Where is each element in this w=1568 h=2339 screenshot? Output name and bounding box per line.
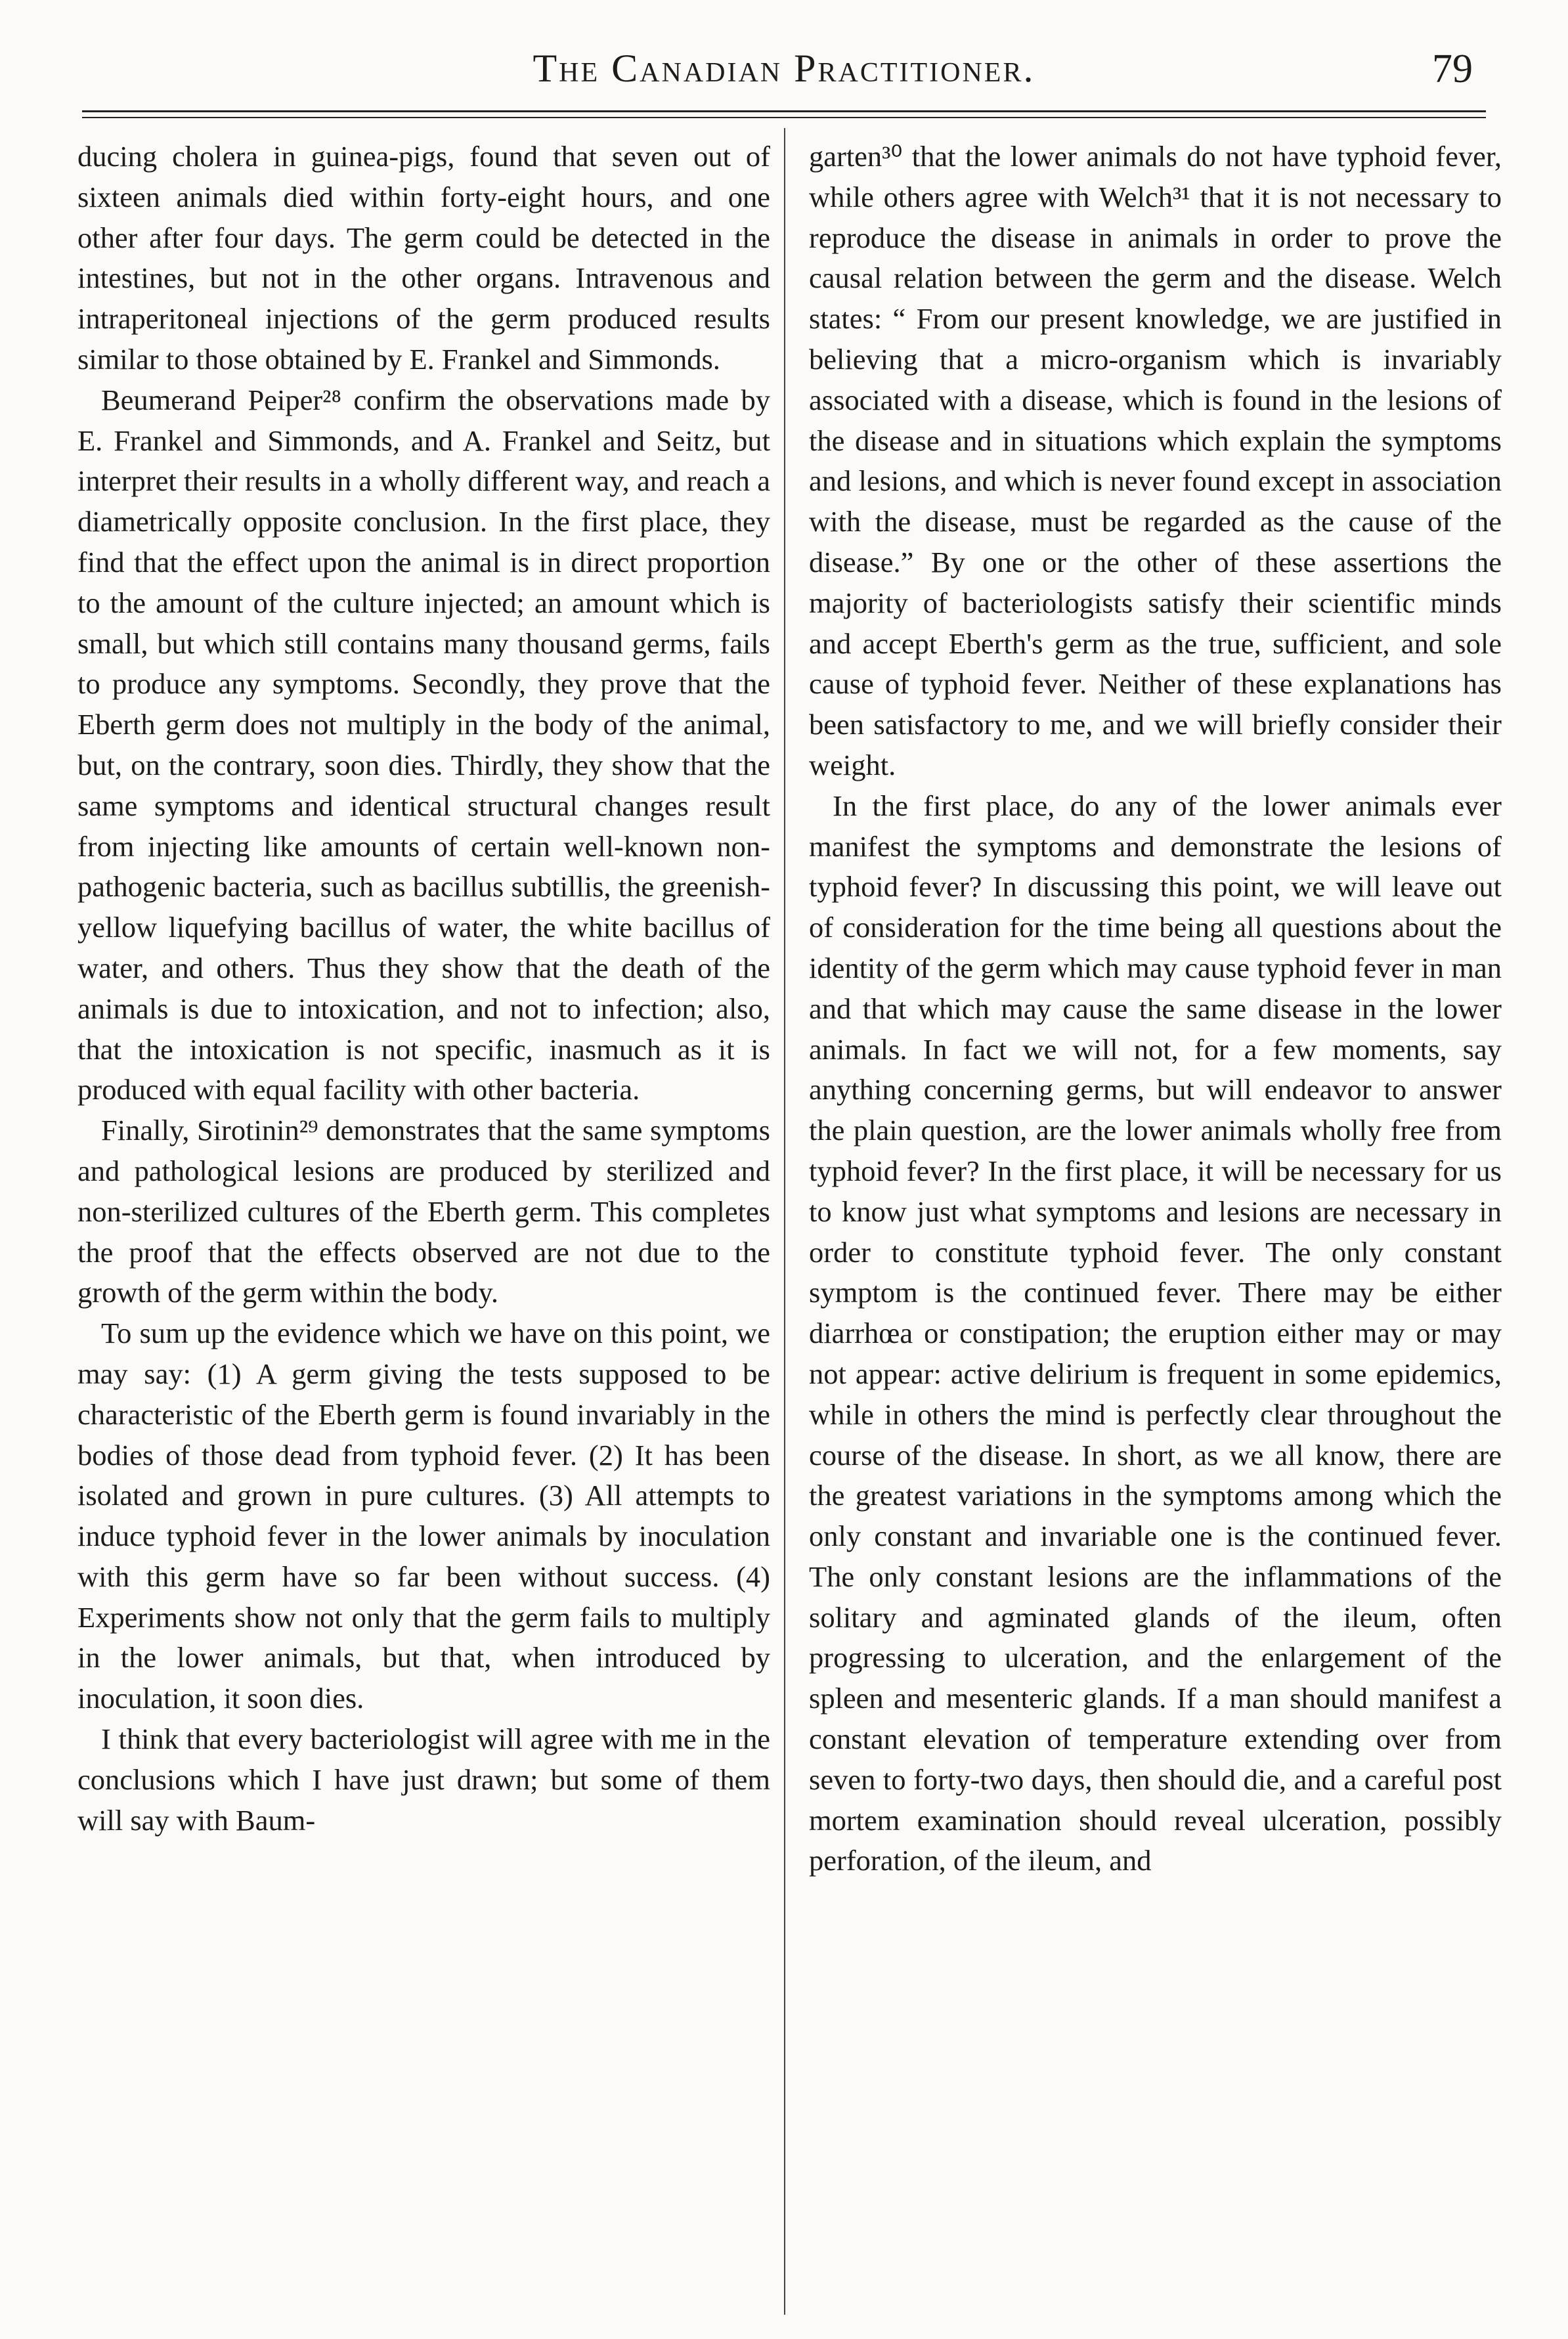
header-rule-thick xyxy=(82,110,1486,112)
paragraph: In the first place, do any of the lower animals ever manifest the symptoms and demonstrate the lesions of typhoid fever? In discussing this point, we will leave out of consideration for the time being all questions about the identity of the germ which may cause typhoid fever in man and that which may cause the same disease in the lower animals. In fact we will not, for a few moments, say anything concerning germs, but will endeavor to answer the plain question, are the lower animals wholly free from typhoid fever? In the first place, it will be necessary for us to know just what symptoms and lesions are necessary in order to constitute typhoid fever. The only constant symptom is the continued fever. There may be either diarrhœa or constipation; the eruption either may or may not appear: active delirium is frequent in some epidemics, while in others the mind is perfectly clear throughout the course of the disease. In short, as we all know, there are the greatest variations in the symptoms among which the only constant and invariable one is the continued fever. The only constant lesions are the inflammations of the solitary and agminated glands of the ileum, often progressing to ulceration, and the enlargement of the spleen and mesenteric glands. If a man should manifest a constant elevation of temperature extending over from seven to forty-two days, then should die, and a careful post mortem examination should reveal ulceration, possibly perforation, of the ileum, and xyxy=(809,789,1502,1877)
header-rule-thin xyxy=(82,117,1486,118)
paragraph: ducing cholera in guinea-pigs, found that seven out of sixteen animals died within forty-eight hours, and one other after four days. The germ could be detected in the intestines, but not in the other organs. Intravenous and intraperitoneal injections of the germ produced results similar to those obtained by E. Frankel and Simmonds. xyxy=(77,140,770,376)
paragraph: Finally, Sirotinin²⁹ demonstrates that the same symptoms and pathological lesions are produced by sterilized and non-sterilized cultures of the Eberth germ. This completes the proof that the effects observed are not due to the growth of the germ within the body. xyxy=(77,1114,770,1309)
paragraph: I think that every bacteriologist will agree with me in the conclusions which I have just drawn; but some of them will say with Baum- xyxy=(77,1722,770,1837)
journal-title: The Canadian Practitioner. xyxy=(533,47,1035,90)
paragraph: Beumerand Peiper²⁸ confirm the observations made by E. Frankel and Simmonds, and A. Frankel and Seitz, but interpret their results in a wholly different way, and reach a diametrically opposite conclusion. In the first place, they find that the effect upon the animal is in direct proportion to the amount of the culture injected; an amount which is small, but which still contains many thousand germs, fails to produce any symptoms. Secondly, they prove that the Eberth germ does not multiply in the body of the animal, but, on the contrary, soon dies. Thirdly, they show that the same symptoms and identical structural changes result from injecting like amounts of certain well-known non-pathogenic bacteria, such as bacillus subtillis, the greenish-yellow liquefying bacillus of water, the white bacillus of water, and others. Thus they show that the death of the animals is due to intoxication, and not to infection; also, that the intoxication is not specific, inasmuch as it is produced with equal facility with other bacteria. xyxy=(77,383,770,1106)
column-divider xyxy=(784,128,785,2315)
page-number: 79 xyxy=(1432,47,1473,91)
right-column xyxy=(809,137,1502,1881)
paragraph: garten³⁰ that the lower animals do not have typhoid fever, while others agree with Welch³¹ that it is not necessary to reproduce the disease in animals in order to prove the causal relation between the germ and the disease. Welch states: “ From our present knowledge, we are justified in believing that a micro-organism which is invariably associated with a disease, which is found in the lesions of the disease and in situations which explain the symptoms and lesions, and which is never found except in association with the disease, must be regarded as the cause of the disease.” By one or the other of these assertions the majority of bacteriologists satisfy their scientific minds and accept Eberth's germ as the true, sufficient, and sole cause of typhoid fever. Neither of these explanations has been satisfactory to me, and we will briefly consider their weight. xyxy=(809,140,1502,781)
running-head xyxy=(82,46,1486,112)
paragraph: To sum up the evidence which we have on this point, we may say: (1) A germ giving the tests supposed to be characteristic of the Eberth germ is found invariably in the bodies of those dead from typhoid fever. (2) It has been isolated and grown in pure cultures. (3) All attempts to induce typhoid fever in the lower animals by inoculation with this germ have so far been without success. (4) Experiments show not only that the germ fails to multiply in the lower animals, but that, when introduced by inoculation, it soon dies. xyxy=(77,1317,770,1715)
left-column xyxy=(77,137,770,1841)
